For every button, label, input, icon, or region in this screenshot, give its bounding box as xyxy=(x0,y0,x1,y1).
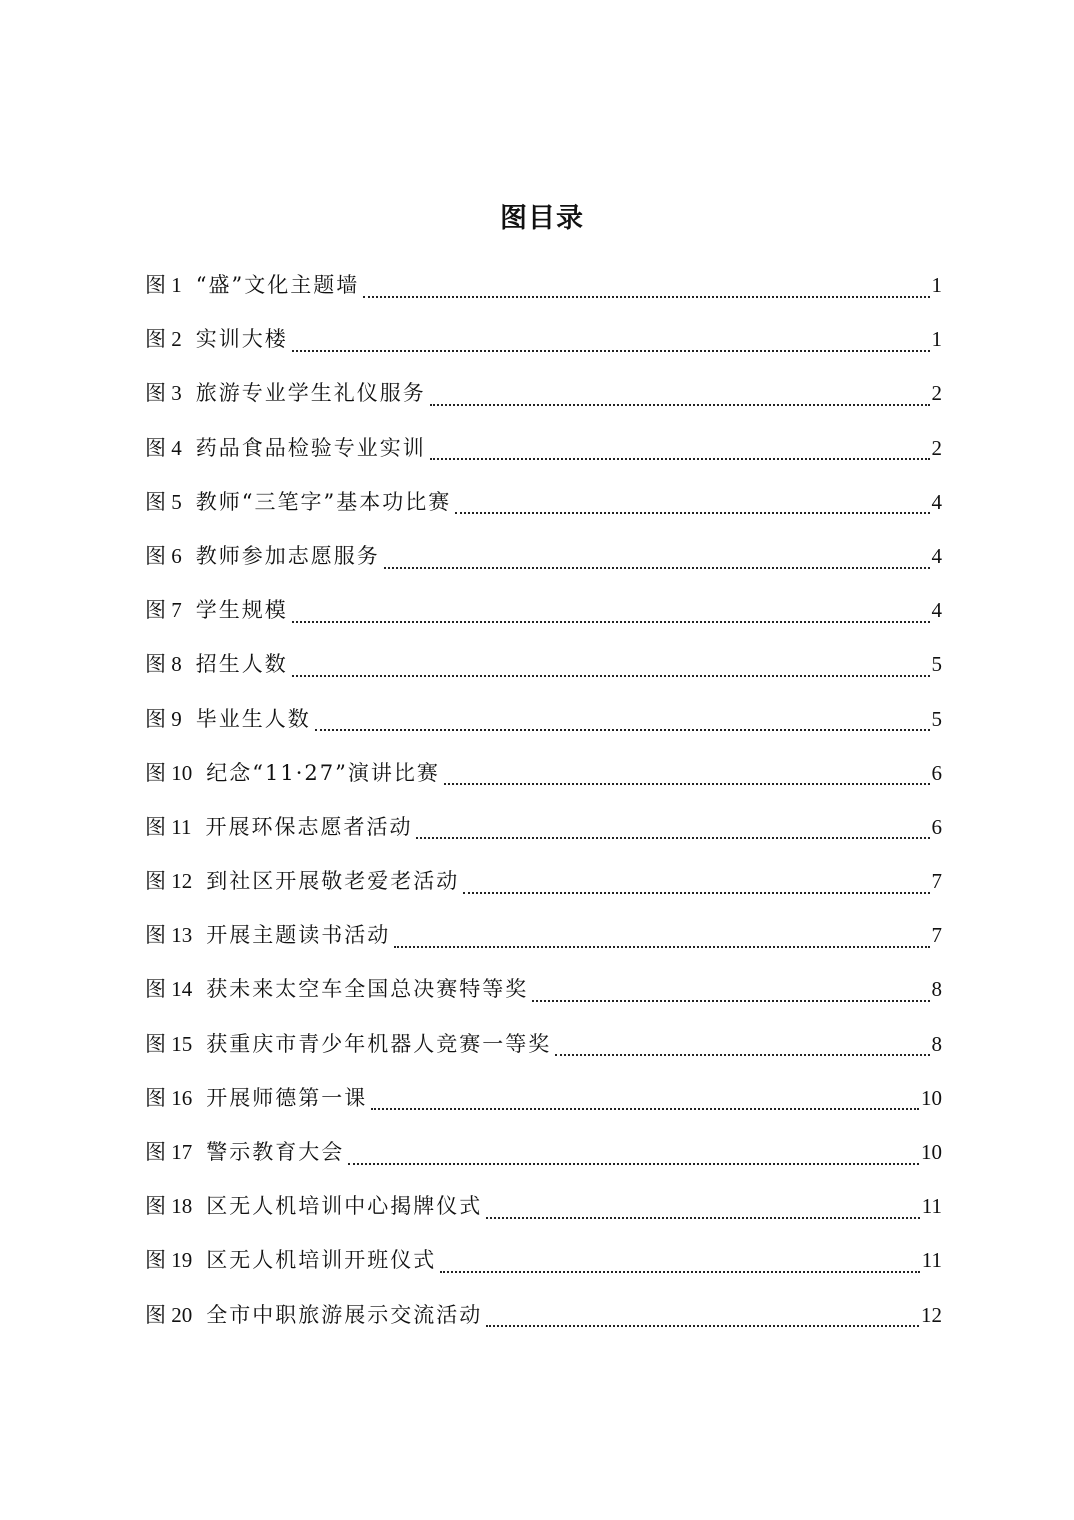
toc-figure-number: 图 18 xyxy=(145,1194,193,1219)
toc-page-number: 1 xyxy=(931,327,942,352)
toc-figure-number: 图 20 xyxy=(145,1302,193,1327)
toc-figure-title: 招生人数 xyxy=(195,652,288,677)
toc-dot-leader xyxy=(486,1216,920,1219)
toc-figure-number: 图 11 xyxy=(145,814,192,839)
toc-figure-title: 开展师德第一课 xyxy=(206,1085,368,1110)
toc-figure-title: 纪念“11·27”演讲比赛 xyxy=(206,760,440,785)
toc-entry[interactable] xyxy=(145,1017,942,1071)
toc-figure-title: 全市中职旅游展示交流活动 xyxy=(206,1302,483,1327)
toc-entry[interactable] xyxy=(145,421,942,475)
toc-dot-leader xyxy=(430,403,930,406)
toc-entry[interactable] xyxy=(145,312,942,366)
toc-figure-number: 图 7 xyxy=(145,598,182,623)
toc-entry[interactable] xyxy=(145,366,942,420)
toc-figure-title: 获未来太空车全国总决赛特等奖 xyxy=(206,977,529,1002)
toc-figure-title: 旅游专业学生礼仪服务 xyxy=(195,381,426,406)
toc-dot-leader xyxy=(384,566,930,569)
toc-page-number: 5 xyxy=(931,652,942,677)
toc-dot-leader xyxy=(315,728,930,731)
toc-figure-number: 图 19 xyxy=(145,1248,193,1273)
toc-figure-number: 图 5 xyxy=(145,489,182,514)
toc-entry[interactable] xyxy=(145,908,942,962)
toc-figure-number: 图 17 xyxy=(145,1140,193,1164)
toc-page-number: 11 xyxy=(921,1248,942,1273)
toc-page-number: 2 xyxy=(931,435,942,460)
toc-entry[interactable] xyxy=(145,746,942,800)
toc-dot-leader xyxy=(455,511,929,514)
toc-page-number: 6 xyxy=(931,760,942,785)
toc-page-number: 11 xyxy=(921,1194,942,1219)
toc-page-number: 6 xyxy=(931,814,942,839)
toc-dot-leader xyxy=(416,836,929,839)
toc-figure-number: 图 1 xyxy=(145,273,182,297)
toc-dot-leader xyxy=(555,1053,929,1056)
toc-page-number: 7 xyxy=(931,869,942,894)
toc-figure-number: 图 3 xyxy=(145,381,182,406)
toc-dot-leader xyxy=(440,1270,920,1273)
toc-page-number: 1 xyxy=(931,273,942,297)
toc-entry[interactable] xyxy=(145,258,942,312)
toc-entry[interactable] xyxy=(145,1233,942,1287)
toc-entry[interactable] xyxy=(145,800,942,854)
toc-page-number: 4 xyxy=(931,489,942,514)
toc-page-number: 8 xyxy=(931,977,942,1002)
toc-figure-title: 获重庆市青少年机器人竞赛一等奖 xyxy=(206,1031,552,1056)
toc-figure-title: 毕业生人数 xyxy=(195,706,311,731)
toc-entry[interactable] xyxy=(145,1288,942,1342)
toc-dot-leader xyxy=(371,1107,919,1110)
toc-figure-title: 学生规模 xyxy=(195,598,288,623)
toc-entry[interactable] xyxy=(145,1125,942,1179)
toc-figure-number: 图 12 xyxy=(145,869,193,894)
page-title: 图目录 xyxy=(500,203,584,234)
toc-entry[interactable] xyxy=(145,637,942,691)
toc-figure-number: 图 16 xyxy=(145,1085,193,1110)
toc-entry[interactable] xyxy=(145,1071,942,1125)
toc-page-number: 8 xyxy=(931,1031,942,1056)
toc-entry[interactable] xyxy=(145,583,942,637)
toc-figure-title: 实训大楼 xyxy=(195,327,288,352)
toc-entry[interactable] xyxy=(145,962,942,1016)
toc-figure-number: 图 4 xyxy=(145,435,182,460)
toc-figure-number: 图 15 xyxy=(145,1031,193,1056)
toc-figure-title: 开展环保志愿者活动 xyxy=(205,814,413,839)
toc-page-number: 5 xyxy=(931,706,942,731)
toc-dot-leader xyxy=(394,945,929,948)
toc-page-number: 7 xyxy=(931,923,942,948)
toc-figure-title: 区无人机培训中心揭牌仪式 xyxy=(206,1194,483,1219)
toc-figure-title: 到社区开展敬老爱老活动 xyxy=(206,869,460,894)
toc-figure-title: 警示教育大会 xyxy=(206,1140,345,1164)
toc-page-number: 2 xyxy=(931,381,942,406)
toc-page-number: 12 xyxy=(921,1302,942,1327)
toc-dot-leader xyxy=(292,674,930,677)
toc-figure-title: 开展主题读书活动 xyxy=(206,923,391,948)
toc-figure-title: 药品食品检验专业实训 xyxy=(195,435,426,460)
toc-figure-number: 图 10 xyxy=(145,760,193,785)
toc-dot-leader xyxy=(363,295,929,298)
toc-dot-leader xyxy=(532,999,929,1002)
toc-page-number: 4 xyxy=(931,543,942,568)
toc-dot-leader xyxy=(292,349,930,352)
toc-figure-title: “盛”文化主题墙 xyxy=(195,273,360,297)
figure-list xyxy=(145,258,942,1342)
toc-figure-number: 图 8 xyxy=(145,652,182,677)
toc-entry[interactable] xyxy=(145,692,942,746)
toc-entry[interactable] xyxy=(145,529,942,583)
toc-figure-title: 教师参加志愿服务 xyxy=(195,543,380,568)
toc-dot-leader xyxy=(463,891,929,894)
toc-figure-number: 图 13 xyxy=(145,923,193,948)
toc-figure-number: 图 14 xyxy=(145,977,193,1002)
toc-figure-title: 教师“三笔字”基本功比赛 xyxy=(195,489,452,514)
toc-page-number: 4 xyxy=(931,598,942,623)
toc-page-number: 10 xyxy=(921,1085,942,1110)
toc-dot-leader xyxy=(486,1324,919,1327)
toc-figure-number: 图 6 xyxy=(145,543,182,568)
toc-dot-leader xyxy=(444,782,930,785)
toc-dot-leader xyxy=(430,457,930,460)
toc-entry[interactable] xyxy=(145,854,942,908)
toc-dot-leader xyxy=(292,620,930,623)
toc-figure-number: 图 2 xyxy=(145,327,182,352)
toc-entry[interactable] xyxy=(145,1179,942,1233)
toc-figure-number: 图 9 xyxy=(145,706,182,731)
toc-page-number: 10 xyxy=(921,1140,942,1164)
toc-figure-title: 区无人机培训开班仪式 xyxy=(206,1248,437,1273)
toc-entry[interactable] xyxy=(145,475,942,529)
toc-dot-leader xyxy=(348,1162,919,1165)
